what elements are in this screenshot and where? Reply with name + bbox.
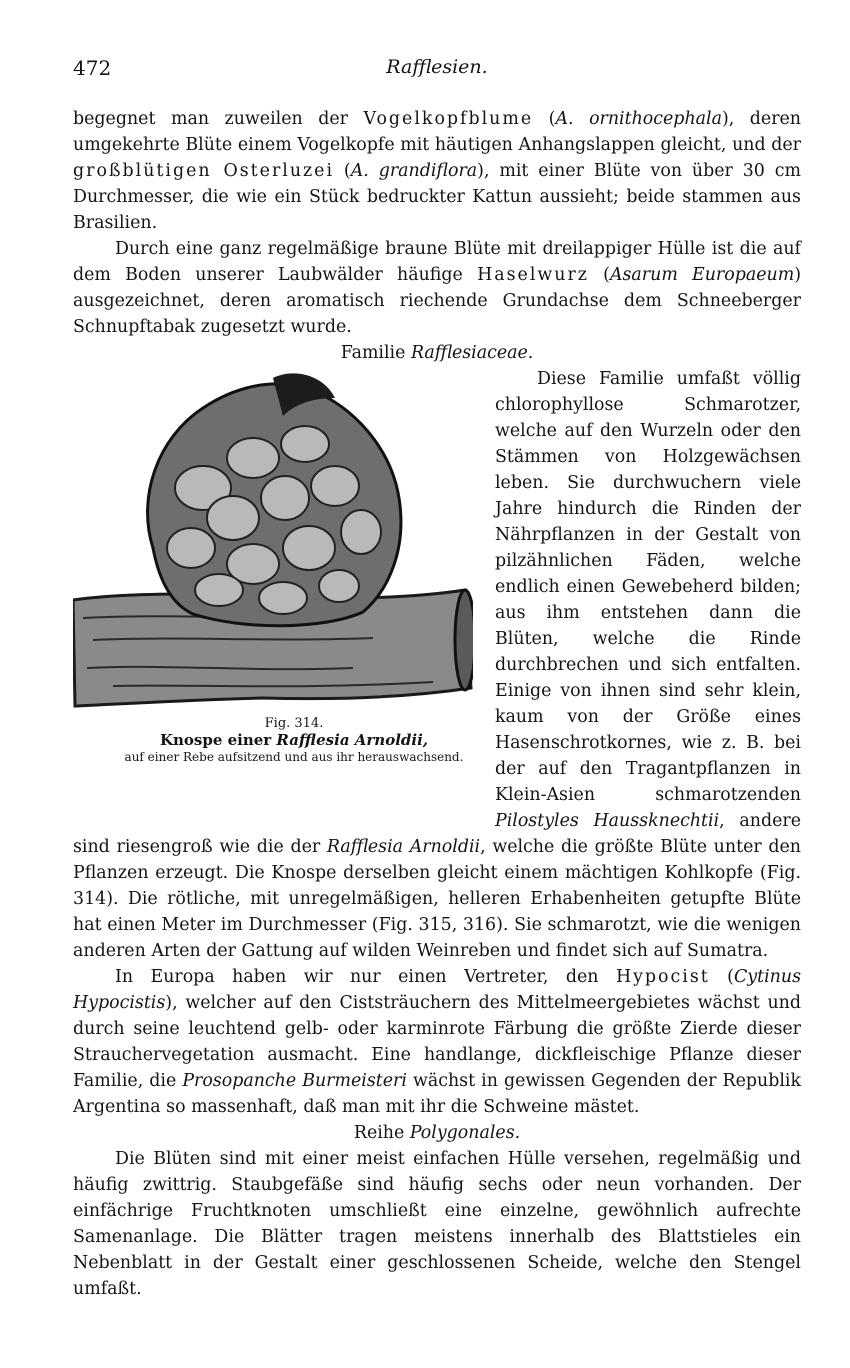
latin-name: Prosopanche Burmeisteri [182, 1071, 407, 1091]
text-run: begegnet man zuweilen der [73, 109, 364, 129]
figure-caption [73, 715, 473, 766]
figure-314 [73, 368, 473, 816]
heading-prefix: Familie [340, 343, 411, 363]
text-run: ( [533, 109, 556, 129]
text-run: ), welcher auf den Ciststräuchern des Mittelmeergebietes wächst und durch seine leuchtend gelb- oder karminrote Färbung die größte Zierde dieser Strauchervegetation ausmacht. Eine handlange, dickfleischige Pflanze dieser Familie, die [73, 993, 801, 1091]
text-run: ) ausgezeichnet, deren aromatisch riechende Grundachse dem Schneeberger Schnupftabak zugesetzt wurde. [73, 265, 801, 337]
heading-name: Rafflesiaceae. [410, 343, 534, 363]
latin-name: Rafflesia Arnoldii [326, 837, 481, 857]
rafflesia-bud-illustration [73, 368, 473, 713]
emphasis-text: Vogelkopfblume [363, 109, 534, 129]
latin-name: Pilostyles Haussknechtii [495, 811, 720, 831]
figure-title-name: Rafflesia Arnoldii, [276, 731, 429, 749]
page-number: 472 [73, 56, 112, 80]
figure-title [73, 732, 473, 749]
latin-name: Asarum Europaeum [609, 265, 795, 285]
figure-title-prefix: Knospe einer [159, 731, 277, 749]
text-run: , welche die größte Blüte unter den Pflanzen erzeugt. Die Knospe derselben gleicht einem mächtigen Kohlkopfe (Fig. 314). Die rötliche, mit unregelmäßigen, helleren Erhabenheiten getupfte Blüte hat einen Meter im Durchmesser (Fig. 315, 316). Sie schmarotzt, wie die wenigen anderen Arten der Gattung auf wilden Weinreben und findet sich auf Sumatra. [73, 837, 801, 961]
text-run: Durch eine ganz regelmäßige braune Blüte mit dreilappiger Hülle ist die auf dem Boden unserer Laubwälder häufige [73, 239, 801, 285]
heading-order [73, 1120, 801, 1146]
text-run: In Europa haben wir nur einen Vertreter, den [115, 967, 616, 987]
running-title: Rafflesien. [386, 56, 488, 78]
heading-prefix: Reihe [353, 1123, 410, 1143]
figure-subtitle: auf einer Rebe aufsitzend und aus ihr herauswachsend. [124, 750, 464, 764]
page-header [73, 56, 801, 86]
latin-name: A. ornithocephala [555, 109, 722, 129]
latin-name: Cytinus Hypocistis [73, 967, 801, 1013]
emphasis-text: großblütigen Osterluzei [73, 161, 335, 181]
heading-family [73, 340, 801, 366]
paragraph-1 [73, 106, 801, 236]
text-run: wächst in gewissen Gegenden der Republik Argentina so massenhaft, daß man mit ihr die Schweine mästet. [73, 1071, 802, 1117]
paragraph-5 [73, 1146, 801, 1302]
figure-number: Fig. 314. [264, 716, 324, 731]
paragraph-3 [73, 366, 801, 964]
emphasis-text: Hypocist [615, 967, 710, 987]
text-run: ), deren umgekehrte Blüte einem Vogelkopfe mit häutigen Anhangslappen gleicht, und der [73, 109, 801, 155]
text-run: ( [709, 967, 734, 987]
text-run: Diese Familie umfaßt völlig chlorophyllose Schmarotzer, welche auf den Wurzeln oder den Stämmen von Holzgewächsen leben. Sie durchwuchern viele Jahre hindurch die Rinden der Nährpflanzen in der Gestalt von pilzähnlichen Fäden, welche endlich einen Gewebeherd bilden; aus ihm entstehen dann die Blüten, welche die Rinde durchbrechen und sich entfalten. Einige von ihnen sind sehr klein, kaum von der Größe eines Hasenschrotkornes, wie z. B. bei der auf den Tragantpflanzen in Klein-Asien schmarotzenden [495, 369, 801, 805]
text-run: ( [588, 265, 610, 285]
text-run: ), mit einer Blüte von über 30 cm Durchmesser, die wie ein Stück bedruckter Kattun aussieht; beide stammen aus Brasilien. [73, 161, 801, 233]
text-run: ( [334, 161, 351, 181]
text-run: Die Blüten sind mit einer meist einfachen Hülle versehen, regelmäßig und häufig zwittrig. Staubgefäße sind häufig sechs oder neun vorhanden. Der einfächrige Fruchtknoten umschließt eine einzelne, gewöhnlich aufrechte Samenanlage. Die Blätter tragen meistens innerhalb des Blattstieles ein Nebenblatt in der Gestalt einer geschlossenen Scheide, welche den Stengel umfaßt. [73, 1149, 801, 1299]
heading-name: Polygonales. [409, 1123, 521, 1143]
emphasis-text: Haselwurz [477, 265, 589, 285]
latin-name: A. grandiflora [350, 161, 478, 181]
body-text [73, 106, 801, 1302]
paragraph-4 [73, 964, 801, 1120]
paragraph-2 [73, 236, 801, 340]
text-run: , andere sind riesengroß wie die der [73, 811, 801, 857]
